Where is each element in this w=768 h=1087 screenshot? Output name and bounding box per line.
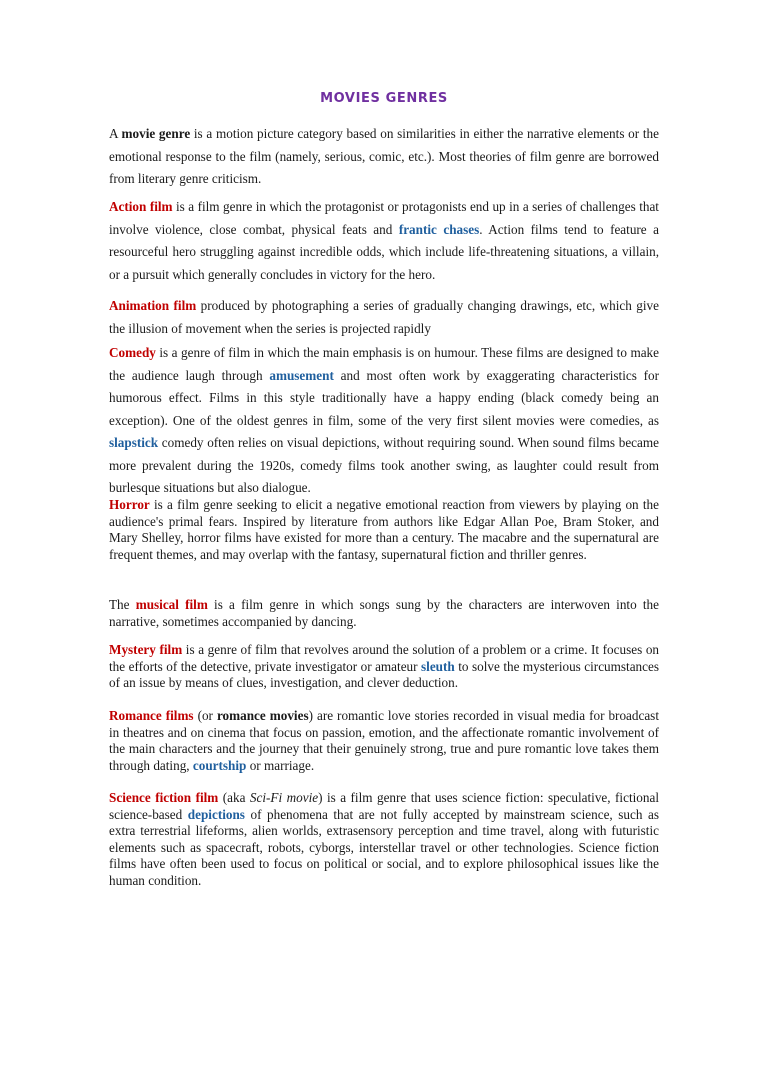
term-action-film: Action film [109,199,173,214]
term-comedy: Comedy [109,345,156,360]
paragraph-mystery [109,642,659,692]
paragraph-romance [109,708,659,774]
link-slapstick[interactable]: slapstick [109,435,159,450]
romance-text-1: (or [193,708,217,723]
term-romance-films: Romance films [109,708,194,723]
link-amusement[interactable]: amusement [269,367,334,383]
animation-text: produced by photographing a series of gradually changing drawings, etc, which give the illusion of movement when the series is projected rapidly [109,298,659,336]
link-frantic-chases[interactable]: frantic chases [398,221,480,237]
term-science-fiction-film: Science fiction film [109,790,219,805]
scifi-text-3: of phenomena that are not fully accepted by mainstream science, such as extra terrestrial lifeforms, alien worlds, extrasensory perception and time travel, along with futuristic elements such as spacecraft, robots, cyborgs, interstellar travel or other technologies. Science fiction films have often been used to focus on political or social, and to explore philosophical issues like the human condition. [109,806,659,888]
term-sci-fi-movie: Sci-Fi movie [249,790,319,805]
musical-text: is a film genre in which songs sung by the characters are interwoven into the narrative, sometimes accompanied by dancing. [109,597,659,629]
comedy-text-2: and most often work by exaggerating characteristics for humorous effect. Films in this style traditionally have a happy ending (black comedy being an exception). One of the oldest genres in film, some of the very first silent movies were comedies, as [109,367,660,428]
scifi-text-1: (aka [218,790,250,805]
link-sleuth[interactable]: sleuth [421,658,455,674]
horror-text: is a film genre seeking to elicit a negative emotional reaction from viewers by playing on the audience's primal fears. Inspired by literature from authors like Edgar Allan Poe, Bram Stoker, and Mary Shelley, horror films have existed for more than a century. The macabre and the supernatural are frequent themes, and may overlap with the fantasy, supernatural fiction and thriller genres. [109,497,659,562]
paragraph-horror [109,497,659,563]
link-depictions[interactable]: depictions [187,806,245,822]
romance-text-2: ) are romantic love stories recorded in visual media for broadcast in theatres and on cinema that focus on passion, emotion, and the affectionate romantic involvement of the main characters and the journey that their genuinely strong, true and pure romantic love takes them through dating, [109,708,659,773]
intro-article: A [109,126,122,141]
musical-pre: The [109,597,136,612]
comedy-text-1: is a genre of film in which the main emphasis is on humour. These films are designed to make the audience laugh through [109,345,659,383]
mystery-text-2: to solve the mysterious circumstances of an issue by means of clues, investigation, and clever deduction. [109,658,659,691]
paragraph-scifi [109,790,659,890]
scifi-text-2: ) is a film genre that uses science fiction: speculative, fictional science-based [109,790,659,822]
term-horror: Horror [109,497,150,512]
comedy-text-3: comedy often relies on visual depictions, without requiring sound. When sound films became more prevalent during the 1920s, comedy films took another swing, as laughter could result from burlesque situations but also dialogue. [109,435,659,495]
action-text-2: . Action films tend to feature a resourceful hero struggling against incredible odds, which include life-threatening situations, a villain, or a pursuit which generally concludes in victory for the hero. [109,221,659,282]
link-courtship[interactable]: courtship [192,757,247,773]
mystery-text-1: is a genre of film that revolves around the solution of a problem or a crime. It focuses on the efforts of the detective, private investigator or amateur [109,642,660,674]
paragraph-animation [109,295,659,340]
term-animation-film: Animation film [109,298,197,313]
page-title: MOVIES GENRES [320,91,448,106]
term-movie-genre: movie genre [121,126,191,141]
intro-text: is a motion picture category based on similarities in either the narrative elements or the emotional response to the film (namely, serious, comic, etc.). Most theories of film genre are borrowed from literary genre criticism. [109,126,659,186]
paragraph-intro [109,123,659,191]
paragraph-comedy [109,342,659,500]
paragraph-action [109,196,659,286]
term-romance-movies: romance movies [216,708,309,723]
term-mystery-film: Mystery film [109,642,183,657]
action-text-1: is a film genre in which the protagonist or protagonists end up in a series of challenges that involve violence, close combat, physical feats and [109,199,659,237]
romance-text-3: or marriage. [246,757,315,773]
term-musical-film: musical film [135,597,208,612]
paragraph-musical [109,597,659,630]
